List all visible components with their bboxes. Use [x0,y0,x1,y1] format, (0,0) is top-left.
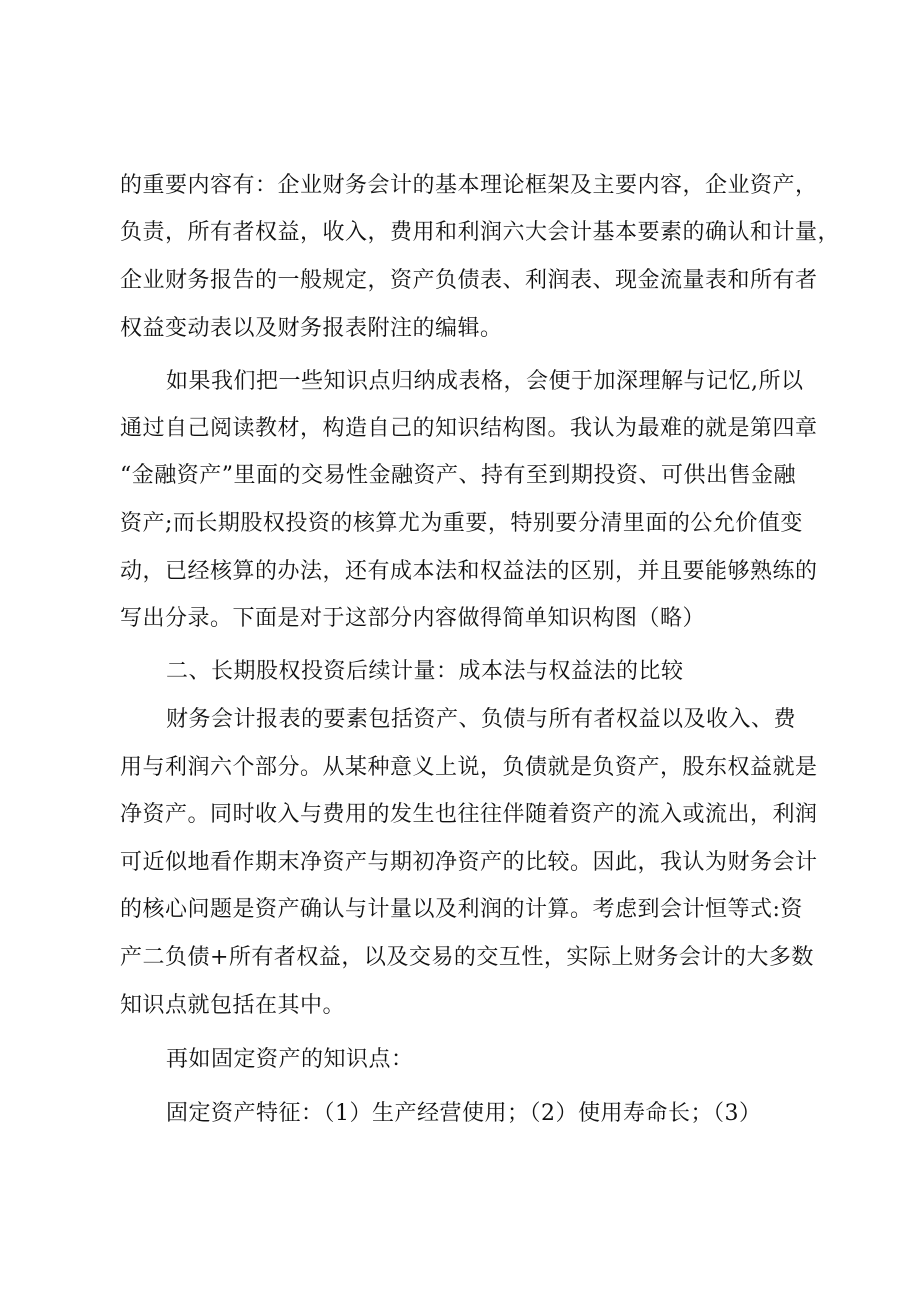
paragraph-3-line-6: 产二负债+所有者权益，以及交易的交互性，实际上财务会计的大多数 [120,945,814,970]
paragraph-1-line-2: 负责，所有者权益，收入，费用和利润六大会计基本要素的确认和计量， [120,220,841,245]
paragraph-1-line-4: 权益变动表以及财务报表附注的编辑。 [120,316,503,341]
paragraph-2-line-3: “金融资产”里面的交易性金融资产、持有至到期投资、可供出售金融 [120,463,796,488]
paragraph-3-line-1: 财务会计报表的要素包括资产、负债与所有者权益以及收入、费 [166,707,797,732]
paragraph-3-line-5: 的核心问题是资产确认与计量以及利润的计算。考虑到会计恒等式:资 [120,897,803,922]
paragraph-2-line-1: 如果我们把一些知识点归纳成表格，会便于加深理解与记忆,所以 [166,369,804,394]
paragraph-4-line-1: 再如固定资产的知识点： [166,1047,414,1072]
paragraph-2-line-5: 动，已经核算的办法，还有成本法和权益法的区别，并且要能够熟练的 [120,559,818,584]
paragraph-2-line-6: 写出分录。下面是对于这部分内容做得简单知识构图（略） [120,606,706,631]
paragraph-2-line-4: 资产;而长期股权投资的核算尤为重要，特别要分清里面的公允价值变 [120,511,803,536]
paragraph-5-line-1: 固定资产特征：（1）生产经营使用；（2）使用寿命长；（3） [166,1101,762,1126]
paragraph-3-line-3: 净资产。同时收入与费用的发生也往往伴随着资产的流入或流出，利润 [120,802,818,827]
paragraph-1-line-1: 的重要内容有：企业财务会计的基本理论框架及主要内容，企业资产， [120,173,818,198]
section-heading: 二、长期股权投资后续计量：成本法与权益法的比较 [166,659,684,684]
paragraph-3-line-2: 用与利润六个部分。从某种意义上说，负债就是负资产，股东权益就是 [120,755,818,780]
paragraph-3-line-4: 可近似地看作期末净资产与期初净资产的比较。因此，我认为财务会计 [120,850,818,875]
paragraph-1-line-3: 企业财务报告的一般规定，资产负债表、利润表、现金流量表和所有者 [120,268,818,293]
paragraph-3-line-7: 知识点就包括在其中。 [120,993,346,1018]
paragraph-2-line-2: 通过自己阅读教材，构造自己的知识结构图。我认为最难的就是第四章 [120,416,818,441]
